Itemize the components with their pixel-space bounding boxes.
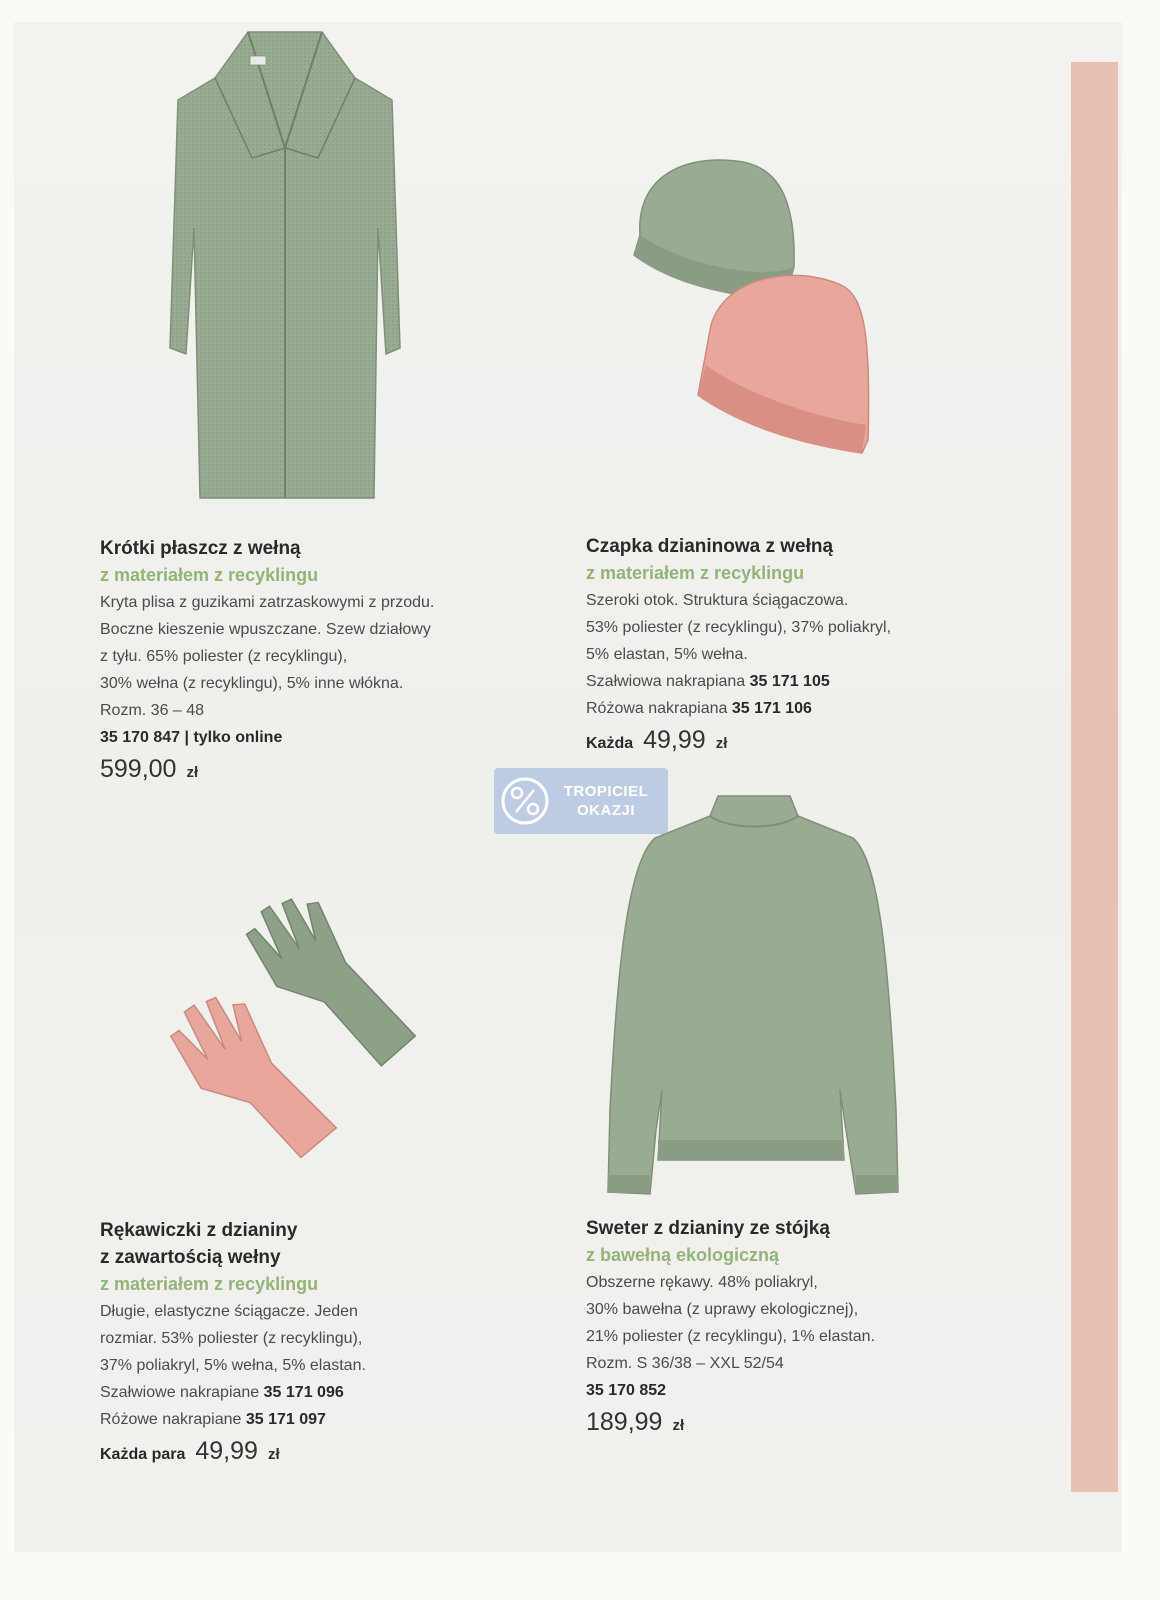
variant-label: Różowa nakrapiana [586, 700, 728, 717]
price-label: Każda [586, 735, 634, 752]
variant-row [586, 668, 1026, 695]
product-subtitle: z materiałem z recyklingu [100, 1274, 319, 1294]
beanies-image [626, 155, 876, 460]
description-line: Długie, elastyczne ściągacze. Jeden [100, 1303, 358, 1320]
description-line: Boczne kieszenie wpuszczane. Szew działowy [100, 621, 431, 638]
product-subtitle: z materiałem z recyklingu [100, 565, 319, 585]
side-color-strip [1071, 62, 1118, 1492]
description-line: rozmiar. 53% poliester (z recyklingu), [100, 1330, 363, 1347]
coat-image [160, 28, 410, 508]
price-value: 599,00 [100, 755, 177, 783]
product-title: Czapka dzianinowa z wełną [586, 536, 834, 557]
product-gloves [100, 1217, 540, 1466]
description-line: 5% elastan, 5% wełna. [586, 646, 748, 663]
product-title-line-2: z zawartością wełny [100, 1247, 281, 1268]
variant-code: 35 171 106 [731, 700, 812, 717]
variant-code: 35 171 096 [263, 1384, 344, 1401]
product-beanie [586, 533, 1026, 755]
variant-row [100, 1406, 540, 1433]
variant-row [586, 695, 1026, 722]
product-coat [100, 535, 540, 784]
price-currency: zł [715, 735, 728, 752]
description-line: Obszerne rękawy. 48% poliakryl, [586, 1274, 818, 1291]
price-row [586, 726, 1026, 755]
description-line: z tyłu. 65% poliester (z recyklingu), [100, 648, 348, 665]
product-title: Rękawiczki z dzianiny [100, 1220, 298, 1241]
price-currency: zł [267, 1446, 280, 1463]
price-currency: zł [672, 1417, 685, 1434]
product-sweater [586, 1215, 1026, 1437]
product-title: Sweter z dzianiny ze stójką [586, 1218, 830, 1239]
sweater-image [598, 790, 910, 1200]
description-line: 21% poliester (z recyklingu), 1% elastan. [586, 1328, 876, 1345]
price-currency: zł [186, 764, 199, 781]
price-row [100, 1437, 540, 1466]
variant-code: 35 171 097 [245, 1411, 326, 1428]
watermark-line-1: TROPICIEL [563, 783, 649, 800]
variant-label: Szałwiowa nakrapiana [586, 673, 746, 690]
description-line: 30% wełna (z recyklingu), 5% inne włókna. [100, 675, 404, 692]
size-range: Rozm. S 36/38 – XXL 52/54 [586, 1355, 784, 1372]
watermark-line-2: OKAZJI [576, 802, 635, 819]
price-label: Każda para [100, 1446, 186, 1463]
description-line: 30% bawełna (z uprawy ekologicznej), [586, 1301, 859, 1318]
product-code: 35 170 847 | tylko online [100, 729, 283, 746]
description-line: Kryta plisa z guzikami zatrzaskowymi z przodu. [100, 594, 435, 611]
product-code: 35 170 852 [586, 1382, 667, 1399]
variant-code: 35 171 105 [749, 673, 830, 690]
description-line: Szeroki otok. Struktura ściągaczowa. [586, 592, 849, 609]
description-line: 37% poliakryl, 5% wełna, 5% elastan. [100, 1357, 366, 1374]
price-value: 49,99 [195, 1437, 258, 1465]
watermark-text [550, 782, 662, 820]
variant-row [100, 1379, 540, 1406]
product-subtitle: z materiałem z recyklingu [586, 563, 805, 583]
price-row [100, 755, 540, 784]
description-line: 53% poliester (z recyklingu), 37% poliakryl, [586, 619, 892, 636]
product-title: Krótki płaszcz z wełną [100, 538, 301, 559]
price-value: 49,99 [643, 726, 706, 754]
price-value: 189,99 [586, 1408, 663, 1436]
gloves-image [146, 862, 426, 1162]
product-subtitle: z bawełną ekologiczną [586, 1245, 780, 1265]
price-row [586, 1408, 1026, 1437]
size-range: Rozm. 36 – 48 [100, 702, 205, 719]
variant-label: Szałwiowe nakrapiane [100, 1384, 260, 1401]
variant-label: Różowe nakrapiane [100, 1411, 242, 1428]
